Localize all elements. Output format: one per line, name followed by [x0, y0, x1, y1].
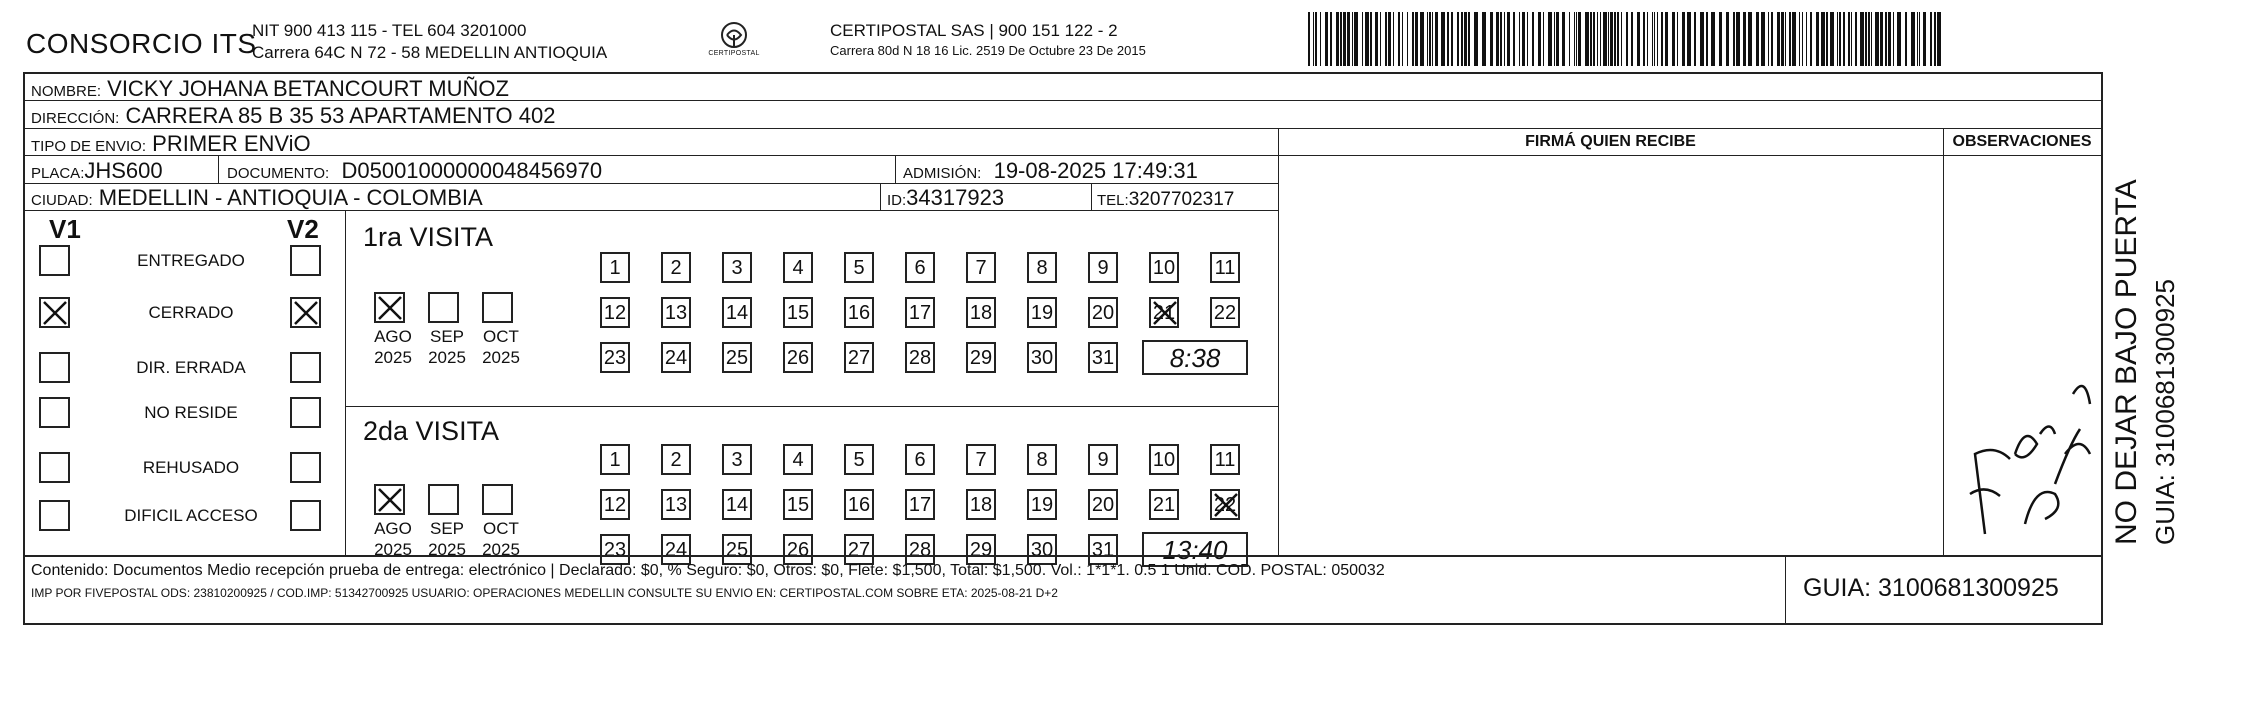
barcode-bar — [1556, 12, 1559, 66]
carrier-address: Carrera 80d N 18 16 Lic. 2519 De Octubre 23 De 2015 — [830, 43, 1146, 58]
day-box[interactable]: 22 — [1210, 297, 1240, 328]
id-label: ID: — [887, 192, 907, 209]
barcode-bar — [1441, 12, 1445, 66]
barcode-bar — [1631, 12, 1633, 66]
day-box[interactable]: 1 — [600, 252, 630, 283]
barcode-bar — [1313, 12, 1314, 66]
barcode-bar — [1490, 12, 1493, 66]
barcode-bar — [1365, 12, 1369, 66]
barcode-bar — [1789, 12, 1791, 66]
barcode-bar — [1897, 12, 1901, 66]
barcode-bar — [1799, 12, 1800, 66]
day-box[interactable]: 18 — [966, 489, 996, 520]
barcode-bar — [1614, 12, 1616, 66]
day-box[interactable]: 30 — [1027, 342, 1057, 373]
day-box[interactable]: 15 — [783, 297, 813, 328]
side-no-dejar: NO DEJAR BAJO PUERTA — [2110, 179, 2143, 545]
barcode-bar — [1821, 12, 1825, 66]
day-box[interactable]: 25 — [722, 534, 752, 565]
status-option-label: CERRADO — [148, 303, 234, 322]
month-label: AGO 2025 — [374, 327, 412, 367]
barcode-bar — [1682, 12, 1685, 66]
barcode-bar — [1590, 12, 1592, 66]
barcode-bar — [1385, 12, 1387, 66]
company-name: CONSORCIO ITS — [26, 28, 257, 59]
v2-checkbox[interactable] — [290, 397, 321, 428]
barcode-bar — [1665, 12, 1668, 66]
barcode-bar — [1911, 12, 1915, 66]
barcode-bar — [1865, 12, 1867, 66]
delivery-form — [23, 72, 2103, 625]
barcode-bar — [1871, 12, 1872, 66]
visit2-title: 2da VISITA — [363, 416, 500, 446]
v1-checkbox[interactable] — [39, 352, 70, 383]
v1-checkbox[interactable] — [39, 245, 70, 276]
day-box[interactable]: 11 — [1210, 252, 1240, 283]
day-box[interactable]: 5 — [844, 444, 874, 475]
visit-time: 8:38 — [1142, 340, 1248, 375]
barcode-bar — [1848, 12, 1850, 66]
row-ciudad — [25, 184, 1278, 211]
barcode-bar — [1388, 12, 1391, 66]
barcode-bar — [1320, 12, 1321, 66]
barcode-bar — [1593, 12, 1595, 66]
day-box[interactable]: 4 — [783, 252, 813, 283]
barcode-bar — [1597, 12, 1598, 66]
barcode-bar — [1816, 12, 1819, 66]
visit1-title: 1ra VISITA — [363, 222, 494, 252]
row-nombre — [25, 74, 2101, 101]
barcode-bar — [1657, 12, 1658, 66]
day-box[interactable]: 26 — [783, 342, 813, 373]
handwritten-observation — [1955, 334, 2095, 544]
day-box[interactable]: 17 — [905, 297, 935, 328]
barcode-bar — [1569, 12, 1570, 66]
status-option-label: DIFICIL ACCESO — [124, 506, 258, 525]
day-box[interactable]: 27 — [844, 342, 874, 373]
barcode-bar — [1522, 12, 1525, 66]
barcode-bar — [1937, 12, 1941, 66]
barcode-bar — [1308, 12, 1310, 66]
footer-imp: IMP POR FIVEPOSTAL ODS: 23810200925 / COD.IMP: 51342700925 USUARIO: OPERACIONES MEDELLIN CONSULTE SU ENVIO EN: CERTIPOSTAL.COM SOBRE ETA: 2025-08-21 D+2 — [31, 586, 1058, 600]
barcode-bar — [1637, 12, 1640, 66]
barcode-bar — [1647, 12, 1648, 66]
barcode-bar — [1687, 12, 1691, 66]
barcode-bar — [1548, 12, 1552, 66]
documento-value: D05001000000048456970 — [341, 158, 603, 183]
day-box[interactable]: 14 — [722, 297, 752, 328]
barcode-bar — [1457, 12, 1459, 66]
barcode-bar — [1420, 12, 1424, 66]
barcode-bar — [1875, 12, 1879, 66]
admision-label: ADMISIÓN: — [903, 165, 982, 182]
barcode-bar — [1923, 12, 1926, 66]
day-box[interactable]: 20 — [1088, 489, 1118, 520]
barcode-bar — [1706, 12, 1708, 66]
placa-label: PLACA: — [31, 165, 85, 182]
barcode-bar — [1868, 12, 1870, 66]
barcode-bar — [1603, 12, 1607, 66]
barcode-bar — [1677, 12, 1678, 66]
day-box[interactable]: 12 — [600, 489, 630, 520]
barcode-bar — [1785, 12, 1786, 66]
barcode-bar — [1855, 12, 1857, 66]
visit-time: 13:40 — [1142, 532, 1248, 567]
barcode-bar — [1792, 12, 1796, 66]
day-box[interactable]: 23 — [600, 534, 630, 565]
barcode-bar — [1719, 12, 1722, 66]
barcode-bar — [1398, 12, 1400, 66]
month-checkbox[interactable] — [482, 484, 513, 515]
barcode-bar — [1888, 12, 1891, 66]
barcode-bar — [1504, 12, 1505, 66]
day-box[interactable]: 15 — [783, 489, 813, 520]
barcode-bar — [1325, 12, 1328, 66]
status-option-label: DIR. ERRADA — [136, 358, 246, 377]
barcode-bar — [1806, 12, 1807, 66]
day-box[interactable]: 3 — [722, 444, 752, 475]
barcode-bar — [1652, 12, 1653, 66]
day-box[interactable]: 26 — [783, 534, 813, 565]
barcode-bar — [1562, 12, 1565, 66]
barcode-bar — [1905, 12, 1907, 66]
day-box[interactable]: 8 — [1027, 444, 1057, 475]
day-box[interactable]: 7 — [966, 444, 996, 475]
day-box[interactable]: 16 — [844, 489, 874, 520]
barcode-bar — [1711, 12, 1715, 66]
day-box[interactable]: 8 — [1027, 252, 1057, 283]
carrier-logo-icon — [719, 20, 749, 50]
barcode-bar — [1402, 12, 1403, 66]
day-box[interactable]: 27 — [844, 534, 874, 565]
v1-header: V1 — [49, 214, 81, 244]
company-nit: NIT 900 413 115 - TEL 604 3201000 — [252, 21, 527, 40]
barcode-bar — [1474, 12, 1478, 66]
side-guia: GUIA: 3100681300925 — [2150, 279, 2180, 545]
admision-value: 19-08-2025 17:49:31 — [993, 158, 1198, 183]
day-box[interactable]: 28 — [905, 534, 935, 565]
tipo-label: TIPO DE ENVIO: — [31, 138, 147, 155]
footer-guia: GUIA: 3100681300925 — [1803, 574, 2059, 602]
carrier-info — [830, 20, 1146, 60]
barcode-bar — [1427, 12, 1428, 66]
barcode-bar — [1330, 12, 1332, 66]
v1-checkbox[interactable] — [39, 297, 70, 328]
barcode-bar — [1407, 12, 1408, 66]
month-label: OCT 2025 — [482, 519, 520, 559]
day-box[interactable]: 24 — [661, 342, 691, 373]
day-box[interactable]: 23 — [600, 342, 630, 373]
row-placa — [25, 156, 1278, 184]
barcode-bar — [1880, 12, 1883, 66]
barcode-bar — [1643, 12, 1645, 66]
footer-contenido: Contenido: Documentos Medio recepción prueba de entrega: electrónico | Declarado: $0, % Seguro: $0, Otros: $0, Flete: $1,500, Total: $1,500. Vol.: 1*1*1. 0.5 1 Unid. COD. POSTAL: 050032 — [31, 562, 1385, 579]
barcode-bar — [1415, 12, 1418, 66]
barcode-bar — [1315, 12, 1317, 66]
day-box[interactable]: 30 — [1027, 534, 1057, 565]
barcode-bar — [1429, 12, 1431, 66]
barcode-bar — [1826, 12, 1828, 66]
barcode-bar — [1496, 12, 1499, 66]
carrier-logo-text: CERTIPOSTAL — [708, 50, 760, 57]
barcode-bar — [1802, 12, 1803, 66]
barcode-bar — [1532, 12, 1534, 66]
day-box[interactable]: 12 — [600, 297, 630, 328]
v2-checkbox[interactable] — [290, 352, 321, 383]
barcode-bar — [1700, 12, 1704, 66]
status-option-label: REHUSADO — [142, 458, 240, 477]
company-address: Carrera 64C N 72 - 58 MEDELLIN ANTIOQUIA — [252, 43, 608, 62]
day-box[interactable]: 1 — [600, 444, 630, 475]
barcode-bar — [1375, 12, 1378, 66]
documento-label: DOCUMENTO: — [227, 165, 330, 182]
day-box[interactable]: 13 — [661, 297, 691, 328]
day-box[interactable]: 10 — [1149, 252, 1179, 283]
direccion-label: DIRECCIÓN: — [31, 110, 120, 127]
barcode-bar — [1654, 12, 1655, 66]
day-box[interactable]: 13 — [661, 489, 691, 520]
month-checkbox[interactable] — [374, 292, 405, 323]
barcode-bar — [1851, 12, 1852, 66]
barcode-bar — [1507, 12, 1510, 66]
month-label: AGO 2025 — [374, 519, 412, 559]
day-box[interactable]: 3 — [722, 252, 752, 283]
barcode-bar — [1352, 12, 1353, 66]
month-checkbox[interactable] — [428, 484, 459, 515]
v1-checkbox[interactable] — [39, 500, 70, 531]
month-label: SEP 2025 — [428, 327, 466, 367]
barcode-bar — [1340, 12, 1342, 66]
v1-checkbox[interactable] — [39, 452, 70, 483]
barcode-bar — [1464, 12, 1467, 66]
barcode-bar — [1661, 12, 1663, 66]
day-box[interactable]: 2 — [661, 444, 691, 475]
company-info — [252, 20, 607, 64]
v2-checkbox[interactable] — [290, 245, 321, 276]
day-box[interactable]: 17 — [905, 489, 935, 520]
v2-checkbox[interactable] — [290, 500, 321, 531]
day-box[interactable]: 29 — [966, 534, 996, 565]
status-option-label: ENTREGADO — [137, 251, 245, 270]
id-value: 34317923 — [906, 185, 1005, 210]
observaciones-header: OBSERVACIONES — [1952, 133, 2092, 150]
direccion-value: CARRERA 85 B 35 53 APARTAMENTO 402 — [125, 103, 556, 128]
barcode-bar — [1736, 12, 1740, 66]
firma-header: FIRMÁ QUIEN RECIBE — [1525, 133, 1696, 150]
barcode-bar — [1435, 12, 1438, 66]
barcode-bar — [1837, 12, 1838, 66]
v1-checkbox[interactable] — [39, 397, 70, 428]
barcode-bar — [1370, 12, 1372, 66]
barcode-bar — [1538, 12, 1541, 66]
day-box[interactable]: 6 — [905, 252, 935, 283]
barcode-bar — [1451, 12, 1453, 66]
day-box[interactable]: 9 — [1088, 444, 1118, 475]
barcode-bar — [1843, 12, 1845, 66]
day-box[interactable]: 10 — [1149, 444, 1179, 475]
barcode-bar — [1726, 12, 1729, 66]
day-box[interactable]: 29 — [966, 342, 996, 373]
barcode-bar — [1768, 12, 1769, 66]
day-box[interactable]: 9 — [1088, 252, 1118, 283]
barcode-bar — [1468, 12, 1470, 66]
barcode-bar — [1432, 12, 1433, 66]
day-box[interactable]: 14 — [722, 489, 752, 520]
barcode-bar — [1412, 12, 1414, 66]
nombre-value: VICKY JOHANA BETANCOURT MUÑOZ — [107, 76, 509, 101]
barcode-bar — [1743, 12, 1746, 66]
day-box[interactable]: 31 — [1088, 534, 1118, 565]
barcode-bar — [1513, 12, 1515, 66]
barcode-bar — [1839, 12, 1841, 66]
barcode-bar — [1830, 12, 1834, 66]
v2-checkbox[interactable] — [290, 297, 321, 328]
barcode-bar — [1380, 12, 1381, 66]
day-box[interactable]: 19 — [1027, 297, 1057, 328]
ciudad-value: MEDELLIN - ANTIOQUIA - COLOMBIA — [98, 185, 483, 210]
barcode — [1308, 12, 1948, 66]
barcode-bar — [1893, 12, 1894, 66]
day-box[interactable]: 16 — [844, 297, 874, 328]
barcode-bar — [1781, 12, 1784, 66]
barcode-bar — [1756, 12, 1759, 66]
barcode-bar — [1694, 12, 1696, 66]
barcode-bar — [1930, 12, 1932, 66]
barcode-bar — [1461, 12, 1463, 66]
v2-header: V2 — [287, 214, 319, 244]
day-box[interactable]: 28 — [905, 342, 935, 373]
barcode-bar — [1362, 12, 1363, 66]
day-box[interactable]: 18 — [966, 297, 996, 328]
month-label: SEP 2025 — [428, 519, 466, 559]
barcode-bar — [1354, 12, 1358, 66]
barcode-bar — [1500, 12, 1502, 66]
barcode-bar — [1771, 12, 1773, 66]
barcode-bar — [1917, 12, 1918, 66]
barcode-bar — [1617, 12, 1619, 66]
barcode-bar — [1672, 12, 1675, 66]
barcode-bar — [1554, 12, 1555, 66]
row-direccion — [25, 101, 2101, 129]
barcode-bar — [1393, 12, 1394, 66]
tel-value: 3207702317 — [1128, 189, 1235, 210]
barcode-bar — [1343, 12, 1346, 66]
day-box[interactable]: 21 — [1149, 297, 1179, 328]
barcode-bar — [1447, 12, 1449, 66]
barcode-bar — [1610, 12, 1613, 66]
barcode-bar — [1860, 12, 1864, 66]
carrier-line: CERTIPOSTAL SAS | 900 151 122 - 2 — [830, 21, 1118, 40]
barcode-bar — [1810, 12, 1812, 66]
day-box[interactable]: 6 — [905, 444, 935, 475]
barcode-bar — [1733, 12, 1735, 66]
barcode-bar — [1777, 12, 1780, 66]
barcode-bar — [1761, 12, 1765, 66]
barcode-bar — [1608, 12, 1609, 66]
tipo-value: PRIMER ENViO — [152, 131, 311, 156]
barcode-bar — [1621, 12, 1622, 66]
barcode-bar — [1543, 12, 1544, 66]
day-box[interactable]: 31 — [1088, 342, 1118, 373]
barcode-bar — [1600, 12, 1601, 66]
ciudad-label: CIUDAD: — [31, 192, 93, 209]
placa-value: JHS600 — [84, 158, 163, 183]
nombre-label: NOMBRE: — [31, 83, 102, 100]
row-tipo — [25, 129, 1278, 156]
barcode-bar — [1585, 12, 1589, 66]
barcode-bar — [1578, 12, 1581, 66]
barcode-bar — [1934, 12, 1936, 66]
barcode-bar — [1885, 12, 1887, 66]
month-checkbox[interactable] — [428, 292, 459, 323]
v2-checkbox[interactable] — [290, 452, 321, 483]
day-box[interactable]: 20 — [1088, 297, 1118, 328]
barcode-bar — [1482, 12, 1486, 66]
month-label: OCT 2025 — [482, 327, 520, 367]
day-box[interactable]: 21 — [1149, 489, 1179, 520]
status-option-label: NO RESIDE — [144, 403, 238, 422]
barcode-bar — [1626, 12, 1628, 66]
barcode-bar — [1576, 12, 1577, 66]
day-box[interactable]: 19 — [1027, 489, 1057, 520]
barcode-bar — [1519, 12, 1520, 66]
barcode-bar — [1347, 12, 1350, 66]
day-box[interactable]: 7 — [966, 252, 996, 283]
month-checkbox[interactable] — [482, 292, 513, 323]
carrier-logo — [706, 20, 762, 66]
day-box[interactable]: 24 — [661, 534, 691, 565]
barcode-bar — [1336, 12, 1339, 66]
month-checkbox[interactable] — [374, 484, 405, 515]
tel-label: TEL: — [1097, 192, 1129, 209]
day-box[interactable]: 11 — [1210, 444, 1240, 475]
day-box[interactable]: 5 — [844, 252, 874, 283]
barcode-bar — [1748, 12, 1752, 66]
barcode-bar — [1574, 12, 1575, 66]
barcode-bar — [1919, 12, 1920, 66]
day-box[interactable]: 22 — [1210, 489, 1240, 520]
day-box[interactable]: 25 — [722, 342, 752, 373]
day-box[interactable]: 2 — [661, 252, 691, 283]
barcode-bar — [1527, 12, 1528, 66]
day-box[interactable]: 4 — [783, 444, 813, 475]
